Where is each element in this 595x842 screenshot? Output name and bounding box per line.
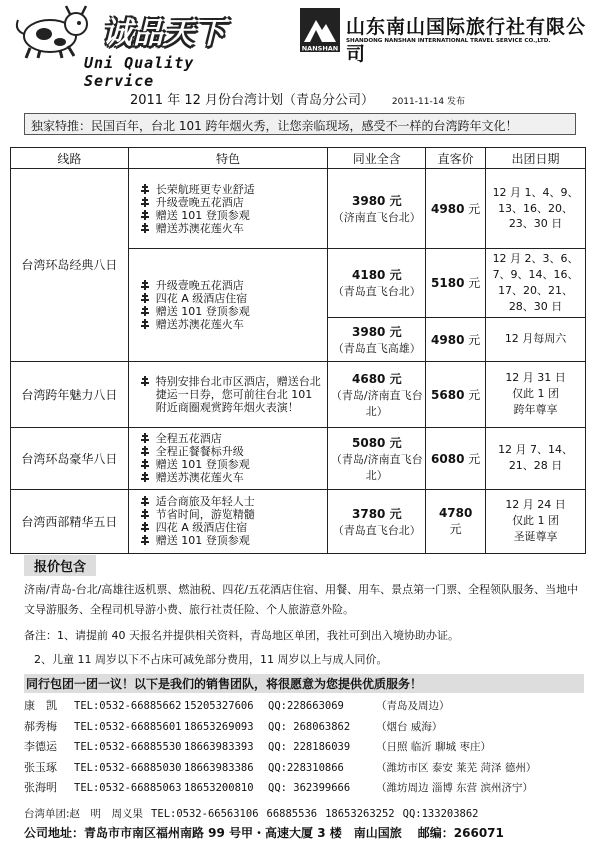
page-header [0,0,595,90]
contact-name: 张玉琢 [24,760,57,774]
contact-qq: QQ: 228186039 [268,741,351,754]
postcode: 邮编：266071 [417,826,504,840]
list-item: 升级壹晚五花酒店 [139,279,322,292]
note-1: 备注：1、请提前 40 天报名并提供相关资料，青岛地区单团，我社可到出入境协助办证。 [24,629,459,642]
list-item: 四花 A 级酒店住宿 [139,521,322,534]
route-name: 台湾环岛豪华八日 [11,427,129,489]
logo-english-text: Uni Quality Service [84,54,195,90]
bullet-icon [139,521,151,533]
bullet-icon [139,432,151,444]
contact-tel: TEL:0532-66885601 [74,720,182,733]
contact-mobile: 18663983393 [184,741,254,754]
header-direct-price: 直客价 [426,148,486,169]
feature-cell [128,249,328,362]
feature-cell [128,427,328,489]
contact-qq: QQ: 268063862 [268,720,351,733]
hq-tel: TEL:0532-66563106 [151,808,259,820]
hq-label: 台湾单团:赵 明 周义果 [24,808,144,820]
contact-area: （青岛及周边） [376,700,450,712]
departure-dates-cell: 12 月 1、4、9、13、16、20、23、30 日 [486,169,586,249]
contact-name: 康 凯 [24,699,57,712]
departure-dates-cell: 12 月 7、14、21、28 日 [486,427,586,489]
direct-price-cell: 5680 元 [426,361,486,427]
feature-cell [128,361,328,427]
bullet-icon [139,196,151,208]
cow-mascot-icon [10,4,94,60]
inclusions-body: 济南/青岛-台北/高雄往返机票、燃油税、四花/五花酒店住宿、用餐、用车、景点第一门票、全程领队服务、当地中文导游服务、全程司机导游小费、旅行社责任险、个人旅游意外险。 [24,583,579,616]
trade-price-cell: 3980 元 （青岛直飞高雄） [328,317,426,361]
contact-mobile: 18653200810 [184,782,254,795]
feature-cell [128,489,328,553]
page-title [0,89,595,108]
list-item [24,697,589,718]
bullet-icon [139,279,151,291]
departure-dates-cell: 12 月 24 日 仅此 1 团 圣诞尊享 [486,489,586,553]
list-item: 赠送 101 登顶参观 [139,305,322,318]
bullet-icon [139,495,151,507]
list-item: 全程正餐餐标升级 [139,445,322,458]
logo-chinese-text: 诚品天下 [102,16,226,51]
contact-tel: TEL:0532-66885063 [74,782,182,795]
trade-price-cell: 4680 元 （青岛/济南直飞台北） [328,361,426,427]
contact-qq: QQ:228663069 [268,700,344,712]
taiwan-group-contact [24,806,487,821]
contact-name: 张海明 [24,781,57,795]
trade-price-cell: 5080 元 （青岛/济南直飞台北） [328,427,426,489]
hq-qq: QQ:133203862 [402,808,479,820]
contact-mobile: 15205327606 [184,700,254,712]
header-route: 线路 [11,148,129,169]
company-logo [298,6,588,66]
list-item [24,759,589,780]
list-item [24,779,589,800]
route-name: 台湾跨年魅力八日 [11,361,129,427]
header-features: 特色 [128,148,328,169]
contact-tel: TEL:0532-66885662 [74,700,182,712]
header-departure-dates: 出团日期 [486,148,586,169]
hq-mobile: 18653263252 [325,808,395,820]
list-item: 赠送 101 登顶参观 [139,534,322,547]
bullet-icon [139,318,151,330]
trade-price-cell: 3780 元 （青岛直飞台北） [328,489,426,553]
table-header-row [11,148,586,169]
list-item [24,718,589,739]
list-item: 赠送 101 登顶参观 [139,209,322,222]
list-item: 赠送苏澳花莲火车 [139,471,322,484]
hq-phone2: 66885536 [266,808,318,820]
contact-area: （烟台 威海） [376,720,443,733]
route-name: 台湾西部精华五日 [11,489,129,553]
list-item: 升级壹晚五花酒店 [139,196,322,209]
nanshan-mark-text: NANSHAN [301,44,339,52]
contact-mobile: 18653269093 [184,720,254,733]
bullet-icon [139,222,151,234]
list-item: 节省时间，游览精髓 [139,508,322,521]
uni-quality-logo [6,4,246,90]
contact-mobile: 18663983386 [184,761,254,774]
bullet-icon [139,458,151,470]
bullet-icon [139,471,151,483]
bullet-icon [139,183,151,195]
list-item: 适合商旅及年轻人士 [139,495,322,508]
bullet-icon [139,534,151,546]
address-text: 公司地址：青岛市市南区福州南路 99 号甲・高速大厦 3 楼 南山国旅 [24,826,402,840]
bullet-icon [139,375,151,387]
bullet-icon [139,209,151,221]
company-name-en: SHANDONG NANSHAN INTERNATIONAL TRAVEL SERVICE CO.,LTD. [346,38,551,44]
company-address [24,824,504,841]
company-name-cn: 山东南山国际旅行社有限公司 [346,16,587,65]
trade-price-cell: 3980 元 （济南直飞台北） [328,169,426,249]
contact-area: （潍坊周边 淄博 东营 滨州济宁） [376,782,534,795]
list-item: 特别安排台北市区酒店，赠送台北捷运一日券，您可前往台北 101 附近商圈观赏跨年烟火表演！ [139,375,322,414]
departure-dates-cell: 12 月 31 日 仅此 1 团 跨年尊享 [486,361,586,427]
direct-price-cell: 4780 元 [426,489,486,553]
plan-title: 2011 年 12 月份台湾计划（青岛分公司） [129,93,375,108]
contact-area: （潍坊市区 泰安 莱芜 菏泽 德州） [376,761,537,774]
list-item: 赠送苏澳花莲火车 [139,222,322,235]
header-trade-price: 同业全含 [328,148,426,169]
nanshan-mark-label [301,44,339,52]
route-name: 台湾环岛经典八日 [11,169,129,362]
publish-date: 2011-11-14 发布 [391,97,466,107]
departure-dates-cell: 12 月每周六 [486,317,586,361]
table-row [11,361,586,427]
contact-area: （日照 临沂 聊城 枣庄） [376,741,492,754]
table-row [11,169,586,249]
exclusive-highlight-banner: 独家特推：民国百年，台北 101 跨年烟火秀，让您亲临现场，感受不一样的台湾跨年文化！ [24,113,576,135]
note-2: 2、儿童 11 周岁以下不占床可减免部分费用，11 周岁以上与成人同价。 [34,653,388,666]
bullet-icon [139,292,151,304]
list-item: 全程五花酒店 [139,432,322,445]
sales-team-heading: 同行包团一团一议！以下是我们的销售团队，将很愿意为您提供优质服务！ [24,674,584,693]
departure-dates-cell: 12 月 2、3、6、7、9、14、16、17、20、21、28、30 日 [486,249,586,318]
contact-name: 李德运 [24,740,57,754]
list-item [24,738,589,759]
direct-price-cell: 4980 元 [426,169,486,249]
list-item: 赠送苏澳花莲火车 [139,318,322,331]
inclusions-heading: 报价包含 [24,555,96,576]
list-item: 长荣航班更专业舒适 [139,183,322,196]
bullet-icon [139,508,151,520]
contact-tel: TEL:0532-66885530 [74,741,182,754]
bullet-icon [139,445,151,457]
list-item: 四花 A 级酒店住宿 [139,292,322,305]
list-item: 赠送 101 登顶参观 [139,458,322,471]
bullet-icon [139,305,151,317]
direct-price-cell: 4980 元 [426,317,486,361]
contact-qq: QQ: 362399666 [268,782,351,795]
trade-price-cell: 4180 元 （青岛直飞台北） [328,249,426,318]
tour-plans-table [10,147,586,554]
contact-tel: TEL:0532-66885030 [74,761,182,774]
table-row [11,489,586,553]
contacts-list [24,697,589,800]
contact-name: 郝秀梅 [24,719,57,733]
contact-qq: QQ:228310866 [268,761,344,774]
table-row [11,427,586,489]
direct-price-cell: 5180 元 [426,249,486,318]
feature-cell [128,169,328,249]
direct-price-cell: 6080 元 [426,427,486,489]
